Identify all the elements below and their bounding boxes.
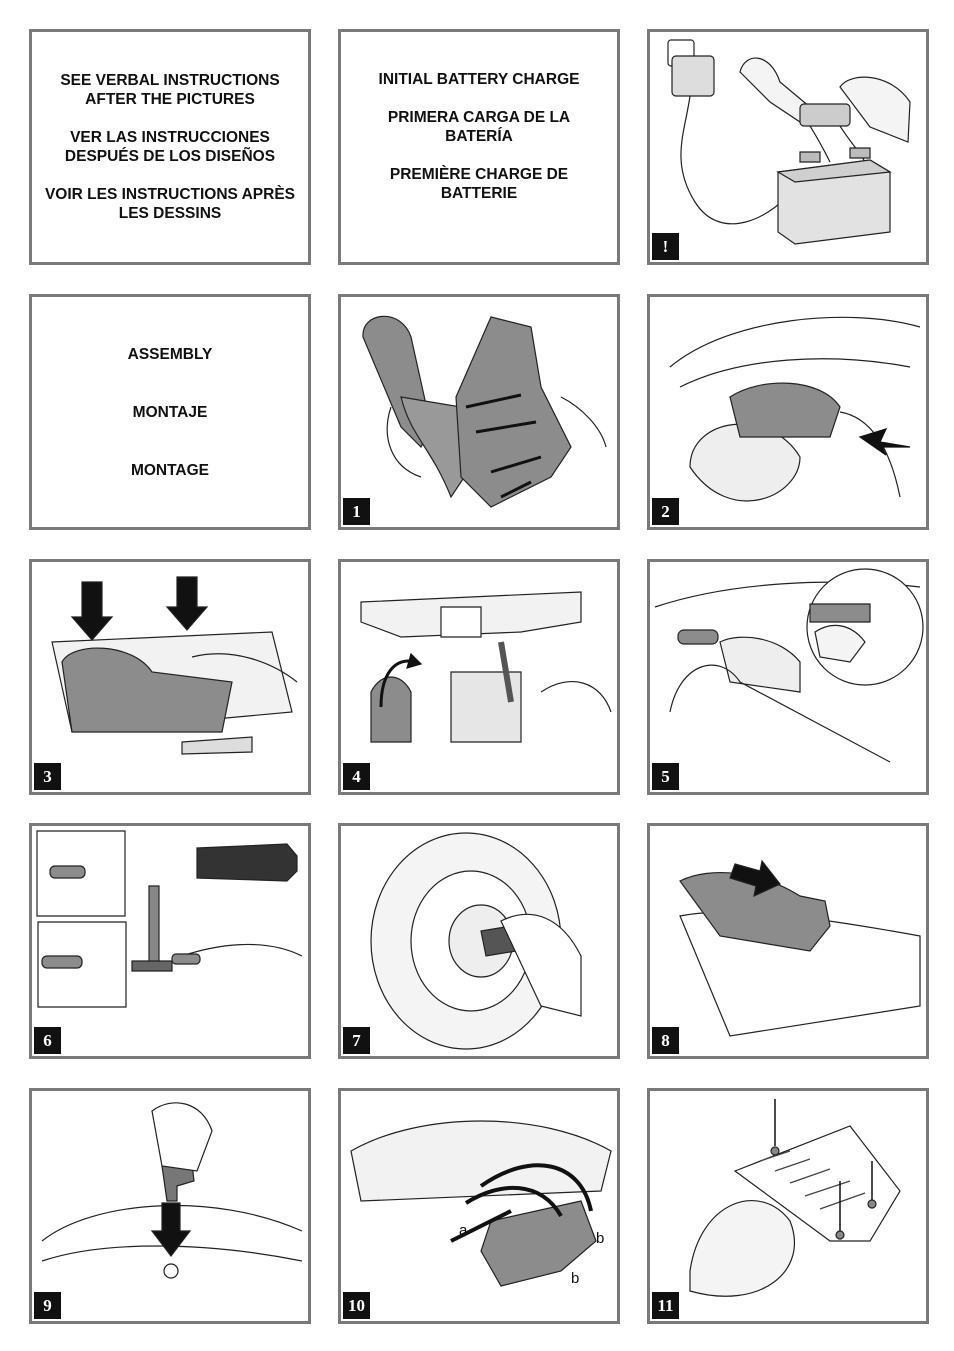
battery-charging-illustration-panel — [647, 29, 929, 265]
step-8-panel — [647, 823, 929, 1059]
battery-text-spanish: PRIMERA CARGA DE LA BATERÍA — [387, 109, 571, 145]
wiring-connection-illustration — [341, 562, 617, 792]
axle-hammer-illustration — [32, 826, 308, 1056]
step-3-badge: 3 — [34, 763, 61, 790]
step-10-panel — [338, 1088, 620, 1324]
seat-place-illustration — [650, 826, 926, 1056]
step-6-panel — [29, 823, 311, 1059]
seat-knob-illustration — [32, 1091, 308, 1321]
callout-b-lower: b — [571, 1270, 580, 1287]
intro-text-spanish: VER LAS INSTRUCCIONES DESPUÉS DE LOS DISEÑOS — [64, 129, 276, 165]
intro-text-french: VOIR LES INSTRUCTIONS APRÈS LES DESSINS — [44, 186, 296, 222]
step-4-panel — [338, 559, 620, 795]
assembly-text-french: MONTAGE — [130, 461, 210, 479]
gearbox-install-illustration — [650, 297, 926, 527]
battery-text-french: PREMIÈRE CHARGE DE BATTERIE — [389, 166, 569, 202]
charger-battery-illustration — [650, 32, 926, 262]
step-9-panel — [29, 1088, 311, 1324]
step-5-panel — [647, 559, 929, 795]
gearbox-halves-illustration — [341, 297, 617, 527]
step-11-badge: 11 — [652, 1292, 679, 1319]
battery-text-english: INITIAL BATTERY CHARGE — [378, 71, 580, 88]
step-7-badge: 7 — [343, 1027, 370, 1054]
step-7-panel — [338, 823, 620, 1059]
step-8-badge: 8 — [652, 1027, 679, 1054]
step-1-badge: 1 — [343, 498, 370, 525]
step-1-panel — [338, 294, 620, 530]
rear-rack-screws-illustration — [650, 1091, 926, 1321]
axle-insert-illustration — [650, 562, 926, 792]
intro-instructions-panel — [29, 29, 311, 265]
gearbox-press-down-illustration — [32, 562, 308, 792]
step-6-badge: 6 — [34, 1027, 61, 1054]
step-10-badge: 10 — [343, 1292, 370, 1319]
callout-b-upper: b — [596, 1230, 605, 1247]
step-5-badge: 5 — [652, 763, 679, 790]
assembly-text-spanish: MONTAJE — [132, 403, 208, 421]
warning-badge: ! — [652, 233, 679, 260]
assembly-text-english: ASSEMBLY — [127, 345, 213, 363]
step-3-panel — [29, 559, 311, 795]
wheel-cap-illustration — [341, 826, 617, 1056]
step-4-badge: 4 — [343, 763, 370, 790]
step-2-panel — [647, 294, 929, 530]
step-11-panel — [647, 1088, 929, 1324]
step-9-badge: 9 — [34, 1292, 61, 1319]
step-2-badge: 2 — [652, 498, 679, 525]
callout-a: a — [459, 1222, 468, 1239]
battery-mount-illustration — [341, 1091, 617, 1321]
battery-charge-panel — [338, 29, 620, 265]
intro-text-english: SEE VERBAL INSTRUCTIONS AFTER THE PICTURES — [60, 72, 280, 108]
assembly-heading-panel — [29, 294, 311, 530]
